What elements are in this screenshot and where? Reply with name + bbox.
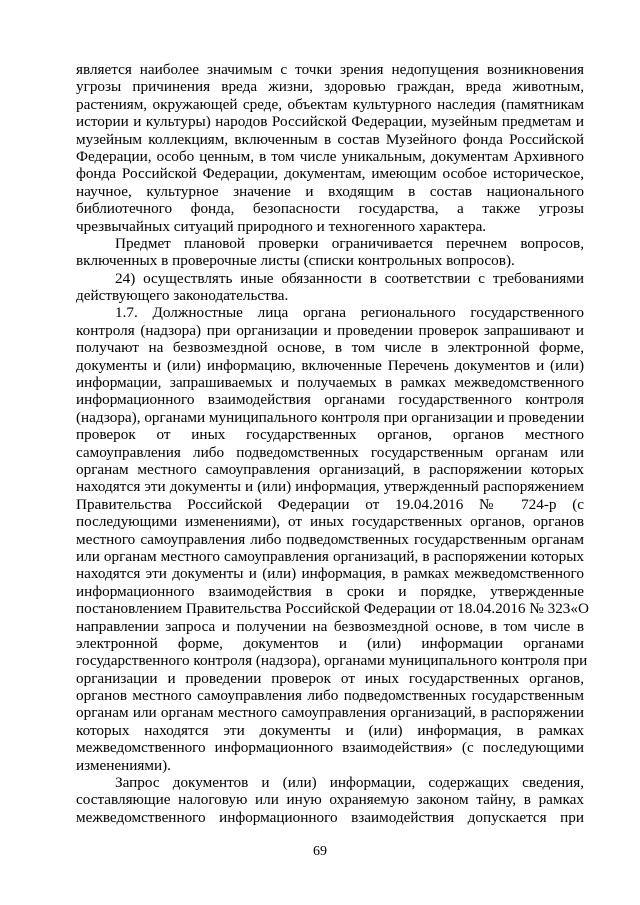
text-line: документы и (или) информацию, включенные Перечень документов и (или) bbox=[76, 356, 584, 374]
text-line: находятся эти документы и (или) информация, в рамках межведомственного bbox=[76, 565, 584, 583]
text-line: информационного взаимодействия в сроки и порядке, утвержденные bbox=[76, 582, 584, 600]
text-line: Правительства Российской Федерации от 19.04.2016 № 724-р (с bbox=[76, 495, 584, 513]
text-line: или органам местного самоуправления организаций, в распоряжении которых bbox=[76, 547, 584, 565]
paragraph bbox=[76, 61, 584, 235]
text-line: музейным коллекциям, включенным в состав Музейного фонда Российской bbox=[76, 130, 584, 148]
page-number: 69 bbox=[313, 844, 327, 859]
text-line: межведомственного информационного взаимодействия допускается при bbox=[76, 808, 584, 826]
text-line: библиотечного фонда, безопасности государства, а также угрозы bbox=[76, 200, 584, 218]
text-line: получают на безвозмездной основе, в том числе в электронной форме, bbox=[76, 339, 584, 357]
text-line: проверок от иных государственных органов, органов местного bbox=[76, 426, 584, 444]
text-line: Запрос документов и (или) информации, содержащих сведения, bbox=[115, 774, 584, 792]
text-line: Федерации, особо ценным, в том числе уникальным, документам Архивного bbox=[76, 147, 584, 165]
text-line: организации и проведении проверок от иных государственных органов, bbox=[76, 669, 584, 687]
text-line: органов местного самоуправления либо подведомственных государственным bbox=[76, 687, 584, 705]
text-line: постановлением Правительства Российской Федерации от 18.04.2016 № 323«О bbox=[76, 600, 589, 618]
text-line: растениям, окружающей среде, объектам культурного наследия (памятникам bbox=[76, 95, 584, 113]
text-line: информации, запрашиваемых и получаемых в рамках межведомственного bbox=[76, 374, 584, 392]
text-line: 1.7. Должностные лица органа регионального государственного bbox=[115, 304, 584, 322]
text-line: находятся эти документы и (или) информация, утвержденный распоряжением bbox=[76, 478, 584, 496]
text-line: изменениями). bbox=[76, 756, 171, 774]
text-line: местного самоуправления либо подведомственных государственным органам bbox=[76, 530, 584, 548]
text-line: контроля (надзора) при организации и проведении проверок запрашивают и bbox=[76, 321, 584, 339]
text-line: научное, культурное значение и входящим в состав национального bbox=[76, 182, 584, 200]
text-line: межведомственного информационного взаимодействия» (с последующими bbox=[76, 739, 584, 757]
text-line: информационного взаимодействия органами государственного контроля bbox=[76, 391, 584, 409]
paragraph bbox=[76, 774, 584, 826]
text-line: органам или органам местного самоуправления организаций, в распоряжении bbox=[76, 704, 584, 722]
text-line: электронной форме, документов и (или) информации органами bbox=[76, 634, 584, 652]
text-line: составляющие налоговую или иную охраняемую законом тайну, в рамках bbox=[76, 791, 584, 809]
paragraph bbox=[76, 304, 589, 774]
text-line: органам местного самоуправления организаций, в распоряжении которых bbox=[76, 460, 584, 478]
paragraph bbox=[76, 235, 584, 270]
body-text bbox=[76, 61, 589, 826]
text-line: 24) осуществлять иные обязанности в соответствии с требованиями bbox=[115, 269, 584, 287]
text-line: угрозы причинения вреда жизни, здоровью граждан, вреда животным, bbox=[76, 78, 584, 96]
text-line: государственного контроля (надзора), органами муниципального контроля при bbox=[76, 652, 588, 670]
text-line: последующими изменениями), от иных государственных органов, органов bbox=[76, 513, 584, 531]
paragraph bbox=[76, 270, 584, 305]
text-line: самоуправления либо подведомственных государственным органам или bbox=[76, 443, 584, 461]
text-line: которых находятся эти документы и (или) информация, в рамках bbox=[76, 721, 584, 739]
text-line: чрезвычайных ситуаций природного и техногенного характера. bbox=[76, 217, 487, 235]
text-line: истории и культуры) народов Российской Федерации, музейным предметам и bbox=[76, 113, 584, 131]
text-line: Предмет плановой проверки ограничивается перечнем вопросов, bbox=[115, 234, 584, 252]
text-line: направлении запроса и получении на безвозмездной основе, в том числе в bbox=[76, 617, 584, 635]
text-line: включенных в проверочные листы (списки контрольных вопросов). bbox=[76, 252, 515, 270]
text-line: фонда Российской Федерации, документам, имеющим особое историческое, bbox=[76, 165, 584, 183]
text-line: является наиболее значимым с точки зрения недопущения возникновения bbox=[76, 61, 584, 78]
text-line: действующего законодательства. bbox=[76, 287, 289, 305]
text-line: (надзора), органами муниципального контроля при организации и проведении bbox=[76, 408, 585, 426]
